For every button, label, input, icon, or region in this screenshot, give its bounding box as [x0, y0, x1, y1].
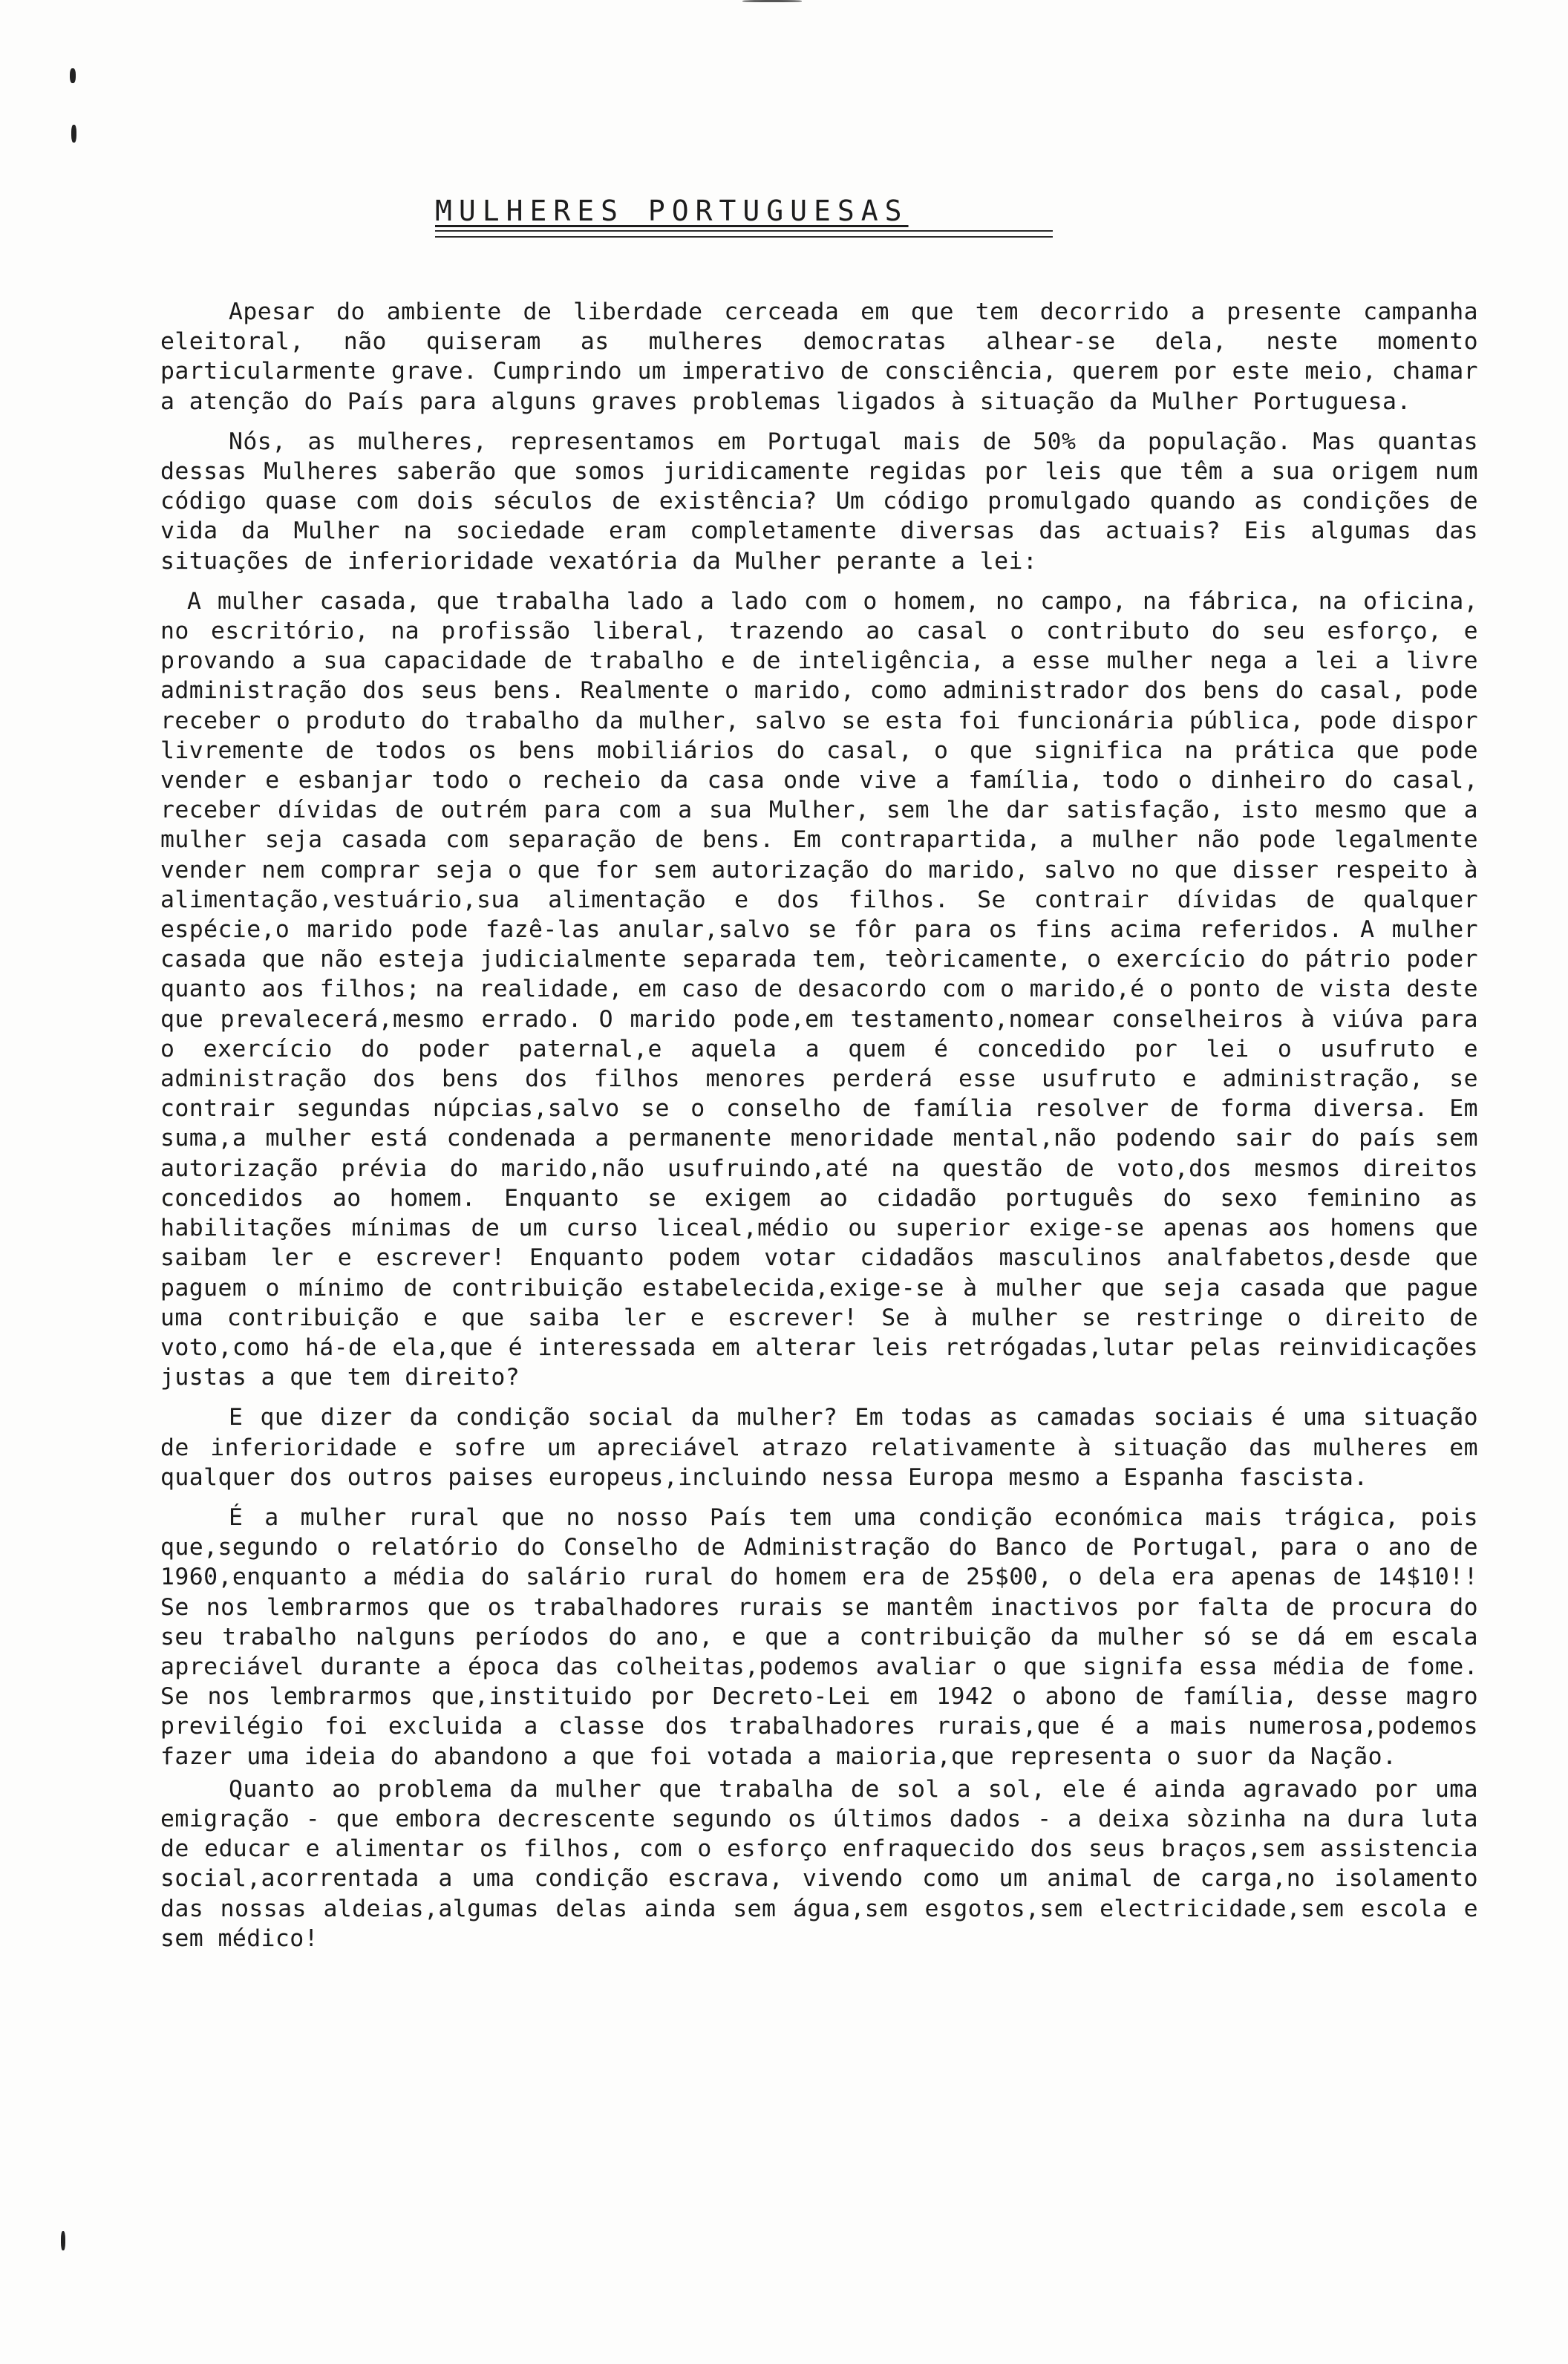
title-double-rule	[435, 230, 1053, 238]
title-block	[435, 195, 1059, 238]
paragraph-married-woman: A mulher casada, que trabalha lado a lado com o homem, no campo, na fábrica, na oficina, no escritório, na profissão liberal, trazendo ao casal o contributo do seu esforço, e provando a sua capacidade de trabalho e de inteligência, a esse mulher nega a lei a livre administração dos seus bens. Realmente o marido, como administrador dos bens do casal, pode receber o produto do trabalho da mulher, salvo se esta foi funcionária pública, pode dispor livremente de todos os bens mobiliários do casal, o que significa na prática que pode vender e esbanjar todo o recheio da casa onde vive a família, todo o dinheiro do casal, receber dívidas de outrém para com a sua Mulher, sem lhe dar satisfação, isto mesmo que a mulher seja casada com separação de bens. Em contrapartida, a mulher não pode legalmente vender nem comprar seja o que for sem autorização do marido, salvo no que disser respeito à alimentação,vestuário,sua alimentação e dos filhos. Se contrair dívidas de qualquer espécie,o marido pode fazê-las anular,salvo se fôr para os fins acima referidos. A mulher casada que não esteja judicialmente separada tem, teòricamente, o exercício do pátrio poder quanto aos filhos; na realidade, em caso de desacordo com o marido,é o ponto de vista deste que prevalecerá,mesmo errado. O marido pode,em testamento,nomear conselheiros à viúva para o exercício do poder paternal,e aquela a quem é concedido por lei o usufruto e administração dos bens dos filhos menores perderá esse usufruto e administração, se contrair segundas núpcias,salvo se o conselho de família resolver de forma diversa. Em suma,a mulher está condenada a permanente menoridade mental,não podendo sair do país sem autorização prévia do marido,não usufruindo,até na questão de voto,dos mesmos direitos concedidos ao homem. Enquanto se exigem ao cidadão português do sexo feminino as habilitações mínimas de um curso liceal,médio ou superior exige-se apenas aos homens que saibam ler e escrever! Enquanto podem votar cidadãos masculinos analfabetos,desde que paguem o mínimo de contribuição estabelecida,exige-se à mulher que seja casada que pague uma contribuição e que saiba ler e escrever! Se à mulher se restringe o direito de voto,como há-de ela,que é interessada em alterar leis retrógadas,lutar pelas reinvidicações justas a que tem direito?	[160, 587, 1478, 1391]
paragraph-rural-woman: É a mulher rural que no nosso País tem uma condição económica mais trágica, pois que,segundo o relatório do Conselho de Administração do Banco de Portugal, para o ano de 1960,enquanto a média do salário rural do homem era de 25$00, o dela era apenas de 14$10!! Se nos lembrarmos que os trabalhadores rurais se mantêm inactivos por falta de procura do seu trabalho nalguns períodos do ano, e que a contribuição da mulher só se dá em escala apreciável durante a época das colheitas,podemos avaliar o que signifa essa média de fome. Se nos lembrarmos que,instituido por Decreto-Lei em 1942 o abono de família, desse magro previlégio foi excluida a classe dos trabalhadores rurais,que é a mais numerosa,podemos fazer uma ideia do abandono a que foi votada a maioria,que representa o suor da Nação.	[160, 1503, 1478, 1770]
scan-speck	[742, 0, 802, 2]
paragraph-emigration: Quanto ao problema da mulher que trabalha de sol a sol, ele é ainda agravado por uma emigração - que embora decrescente segundo os últimos dados - a deixa sòzinha na dura luta de educar e alimentar os filhos, com o esforço enfraquecido dos seus braços,sem assistencia social,acorrentada a uma condição escrava, vivendo como um animal de carga,no isolamento das nossas aldeias,algumas delas ainda sem água,sem esgotos,sem electricidade,sem escola e sem médico!	[160, 1775, 1478, 1952]
scan-speck	[61, 2231, 65, 2250]
paragraph-population: Nós, as mulheres, representamos em Portugal mais de 50% da população. Mas quantas dessas Mulheres saberão que somos juridicamente regidas por leis que têm a sua origem num código quase com dois séculos de existência? Um código promulgado quando as condições de vida da Mulher na sociedade eram completamente diversas das actuais? Eis algumas das situações de inferioridade vexatória da Mulher perante a lei:	[160, 428, 1478, 575]
document-body	[160, 297, 1478, 1964]
paragraph-intro: Apesar do ambiente de liberdade cerceada em que tem decorrido a presente campanha eleitoral, não quiseram as mulheres democratas alhear-se dela, neste momento particularmente grave. Cumprindo um imperativo de consciência, querem por este meio, chamar a atenção do País para alguns graves problemas ligados à situação da Mulher Portuguesa.	[160, 298, 1478, 415]
scan-speck	[71, 125, 76, 143]
scan-speck	[70, 68, 76, 83]
paragraph-social-condition: E que dizer da condição social da mulher? Em todas as camadas sociais é uma situação de inferioridade e sofre um apreciável atrazo relativamente à situação das mulheres em qualquer dos outros paises europeus,incluindo nessa Europa mesmo a Espanha fascista.	[160, 1404, 1478, 1491]
document-title: MULHERES PORTUGUESAS	[435, 195, 909, 227]
